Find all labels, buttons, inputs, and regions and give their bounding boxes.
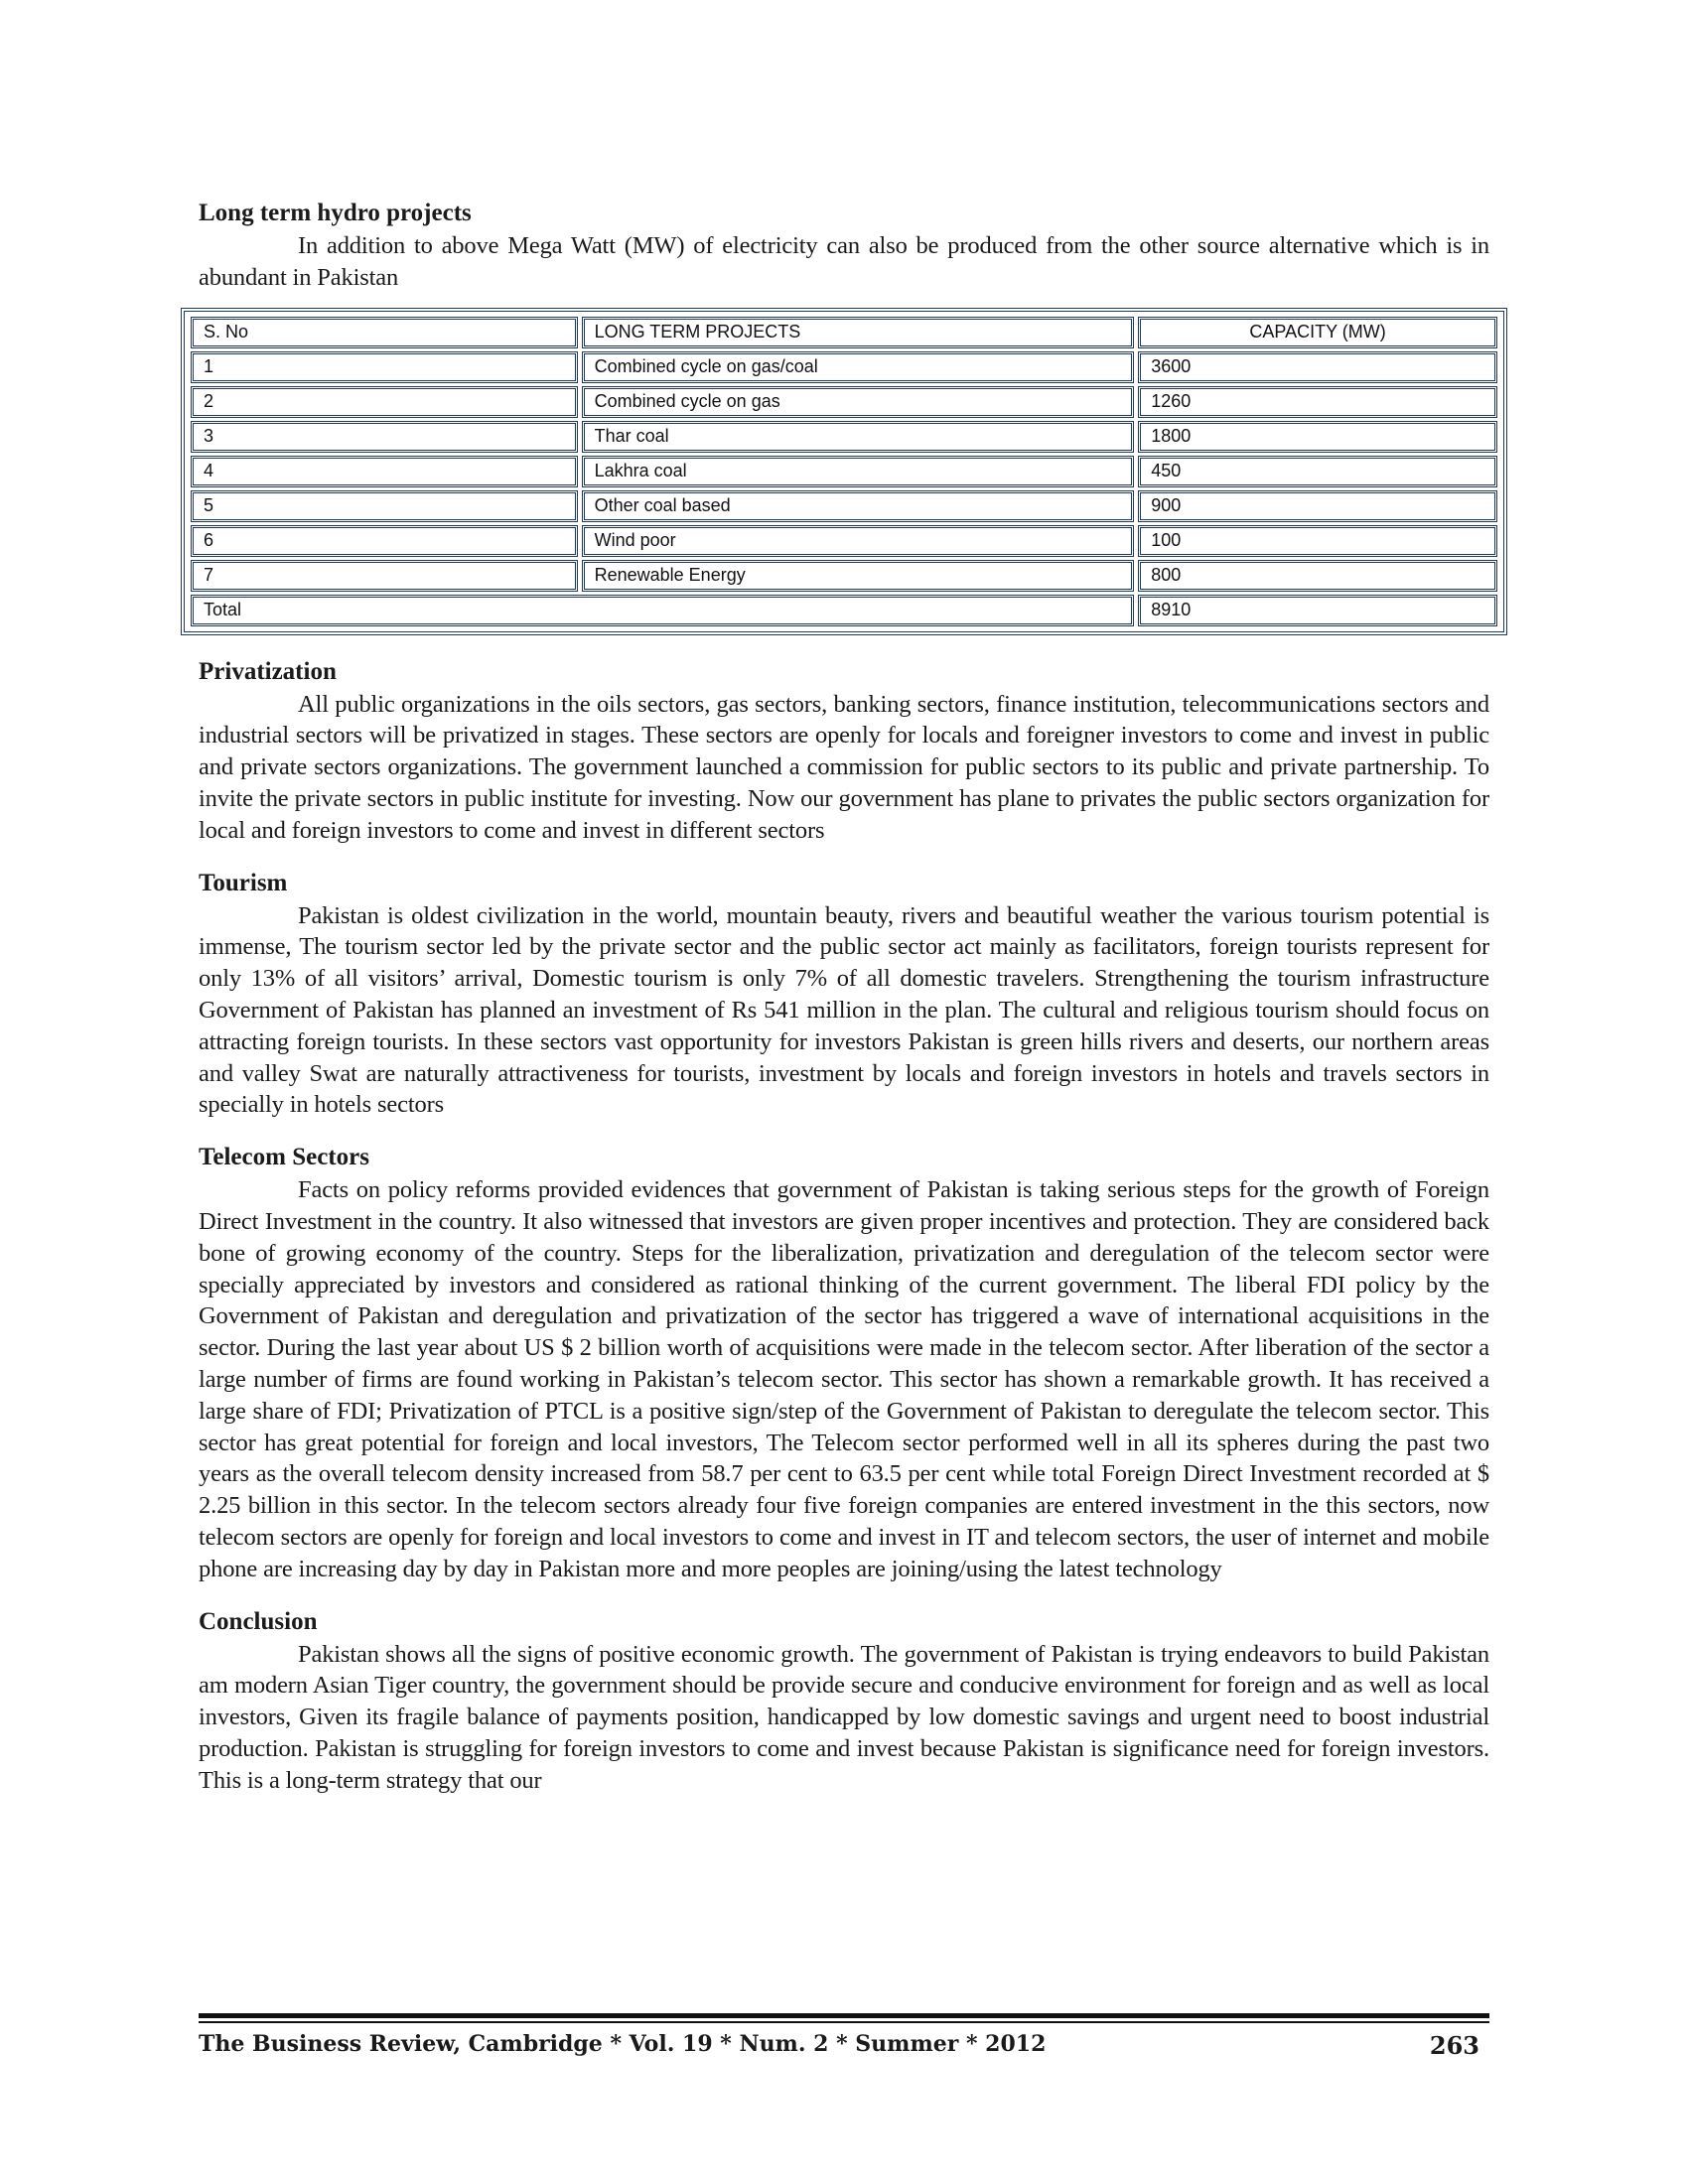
table-cell: 2	[191, 386, 578, 418]
table-total-value: 8910	[1138, 595, 1497, 626]
table-cell: 3	[191, 421, 578, 453]
section-paragraph: Facts on policy reforms provided evidences that government of Pakistan is taking serious steps for the growth of Foreign Direct Investment in the country. It also witnessed that investors are given proper incentives and protection. They are considered back bone of growing economy of the country. Steps for the liberalization, privatization and deregulation of the telecom sector were specially appreciated by investors and considered as rational thinking of the current government. The liberal FDI policy by the Government of Pakistan and deregulation and privatization of the sector has triggered a wave of international acquisitions in the sector. During the last year about US $ 2 billion worth of acquisitions were made in the telecom sector. After liberation of the sector a large number of firms are found working in Pakistan’s telecom sector. This sector has shown a remarkable growth. It has received a large share of FDI; Privatization of PTCL is a positive sign/step of the Government of Pakistan to deregulate the telecom sector. This sector has great potential for foreign and local investors, The Telecom sector performed well in all its spheres during the past two years as the overall telecom density increased from 58.7 per cent to 63.5 per cent while total Foreign Direct Investment recorded at $ 2.25 billion in this sector. In the telecom sectors already four five foreign companies are entered investment in the this sectors, now telecom sectors are openly for foreign and local investors to come and invest in IT and telecom sectors, the user of internet and mobile phone are increasing day by day in Pakistan more and more peoples are joining/using the latest technology	[199, 1176, 1489, 1582]
table-row	[191, 490, 1497, 522]
table-cell: Wind poor	[582, 525, 1135, 557]
projects-table-frame	[181, 308, 1507, 635]
table-cell: 100	[1138, 525, 1497, 557]
table-header-cell: CAPACITY (MW)	[1138, 317, 1497, 348]
section-hydro	[199, 197, 1489, 635]
table-cell: 900	[1138, 490, 1497, 522]
table-row	[191, 351, 1497, 383]
table-cell: Other coal based	[582, 490, 1135, 522]
section-paragraph: Pakistan is oldest civilization in the world, mountain beauty, rivers and beautiful weather the various tourism potential is immense, The tourism sector led by the private sector and the public sector act mainly as facilitators, foreign tourists represent for only 13% of all visitors’ arrival, Domestic tourism is only 7% of all domestic travelers. Strengthening the tourism infrastructure Government of Pakistan has planned an investment of Rs 541 million in the plan. The cultural and religious tourism should focus on attracting foreign tourists. In these sectors vast opportunity for investors Pakistan is green hills rivers and deserts, our northern areas and valley Swat are naturally attractiveness for tourists, investment by locals and foreign investors in hotels and travels sectors in specially in hotels sectors	[199, 901, 1489, 1119]
footer-divider	[199, 2013, 1489, 2018]
table-header-cell: LONG TERM PROJECTS	[582, 317, 1135, 348]
table-row	[191, 525, 1497, 557]
table-cell: Combined cycle on gas	[582, 386, 1135, 418]
section-heading: Telecom Sectors	[199, 1144, 369, 1171]
table-cell: 3600	[1138, 351, 1497, 383]
page-number: 263	[1429, 2031, 1479, 2060]
table-cell: 1800	[1138, 421, 1497, 453]
table-cell: Combined cycle on gas/coal	[582, 351, 1135, 383]
section-paragraph: Pakistan shows all the signs of positive economic growth. The government of Pakistan is trying endeavors to build Pakistan am modern Asian Tiger country, the government should be provide secure and conducive environment for foreign and as well as local investors, Given its fragile balance of payments position, handicapped by low domestic savings and urgent need to boost industrial production. Pakistan is struggling for foreign investors to come and invest because Pakistan is significance need for foreign investors. This is a long-term strategy that our	[199, 1640, 1489, 1794]
section-privatization	[199, 655, 1489, 847]
page-footer	[199, 2013, 1489, 2060]
table-cell: 450	[1138, 456, 1497, 487]
table-cell: 1260	[1138, 386, 1497, 418]
table-cell: 6	[191, 525, 578, 557]
section-heading: Privatization	[199, 657, 337, 685]
table-cell: 800	[1138, 560, 1497, 592]
section-tourism	[199, 867, 1489, 1122]
table-cell: 7	[191, 560, 578, 592]
table-header-cell: S. No	[191, 317, 578, 348]
page-content	[199, 197, 1489, 1817]
section-heading: Tourism	[199, 869, 288, 896]
table-cell: 5	[191, 490, 578, 522]
table-row	[191, 386, 1497, 418]
table-row	[191, 456, 1497, 487]
table-row	[191, 421, 1497, 453]
section-telecom	[199, 1141, 1489, 1584]
table-row	[191, 560, 1497, 592]
footer-row	[199, 2031, 1489, 2060]
table-total-label: Total	[191, 595, 1134, 626]
section-paragraph: In addition to above Mega Watt (MW) of electricity can also be produced from the other source alternative which is in abundant in Pakistan	[199, 232, 1489, 291]
table-cell: Lakhra coal	[582, 456, 1135, 487]
journal-citation: The Business Review, Cambridge * Vol. 19 * Num. 2 * Summer * 2012	[199, 2031, 1047, 2057]
table-cell: 4	[191, 456, 578, 487]
projects-table	[187, 314, 1501, 629]
table-cell: Thar coal	[582, 421, 1135, 453]
footer-divider	[199, 2021, 1489, 2023]
table-cell: Renewable Energy	[582, 560, 1135, 592]
table-cell: 1	[191, 351, 578, 383]
table-header-row	[191, 317, 1497, 348]
section-paragraph: All public organizations in the oils sectors, gas sectors, banking sectors, finance institution, telecommunications sectors and industrial sectors will be privatized in stages. These sectors are openly for locals and foreigner investors to come and invest in public and private sectors organizations. The government launched a commission for public sectors to its public and private partnership. To invite the private sectors in public institute for investing. Now our government has plane to privates the public sectors organization for local and foreign investors to come and invest in different sectors	[199, 690, 1489, 844]
section-heading: Long term hydro projects	[199, 200, 472, 226]
section-heading: Conclusion	[199, 1607, 318, 1635]
section-conclusion	[199, 1605, 1489, 1797]
table-total-row	[191, 595, 1497, 626]
